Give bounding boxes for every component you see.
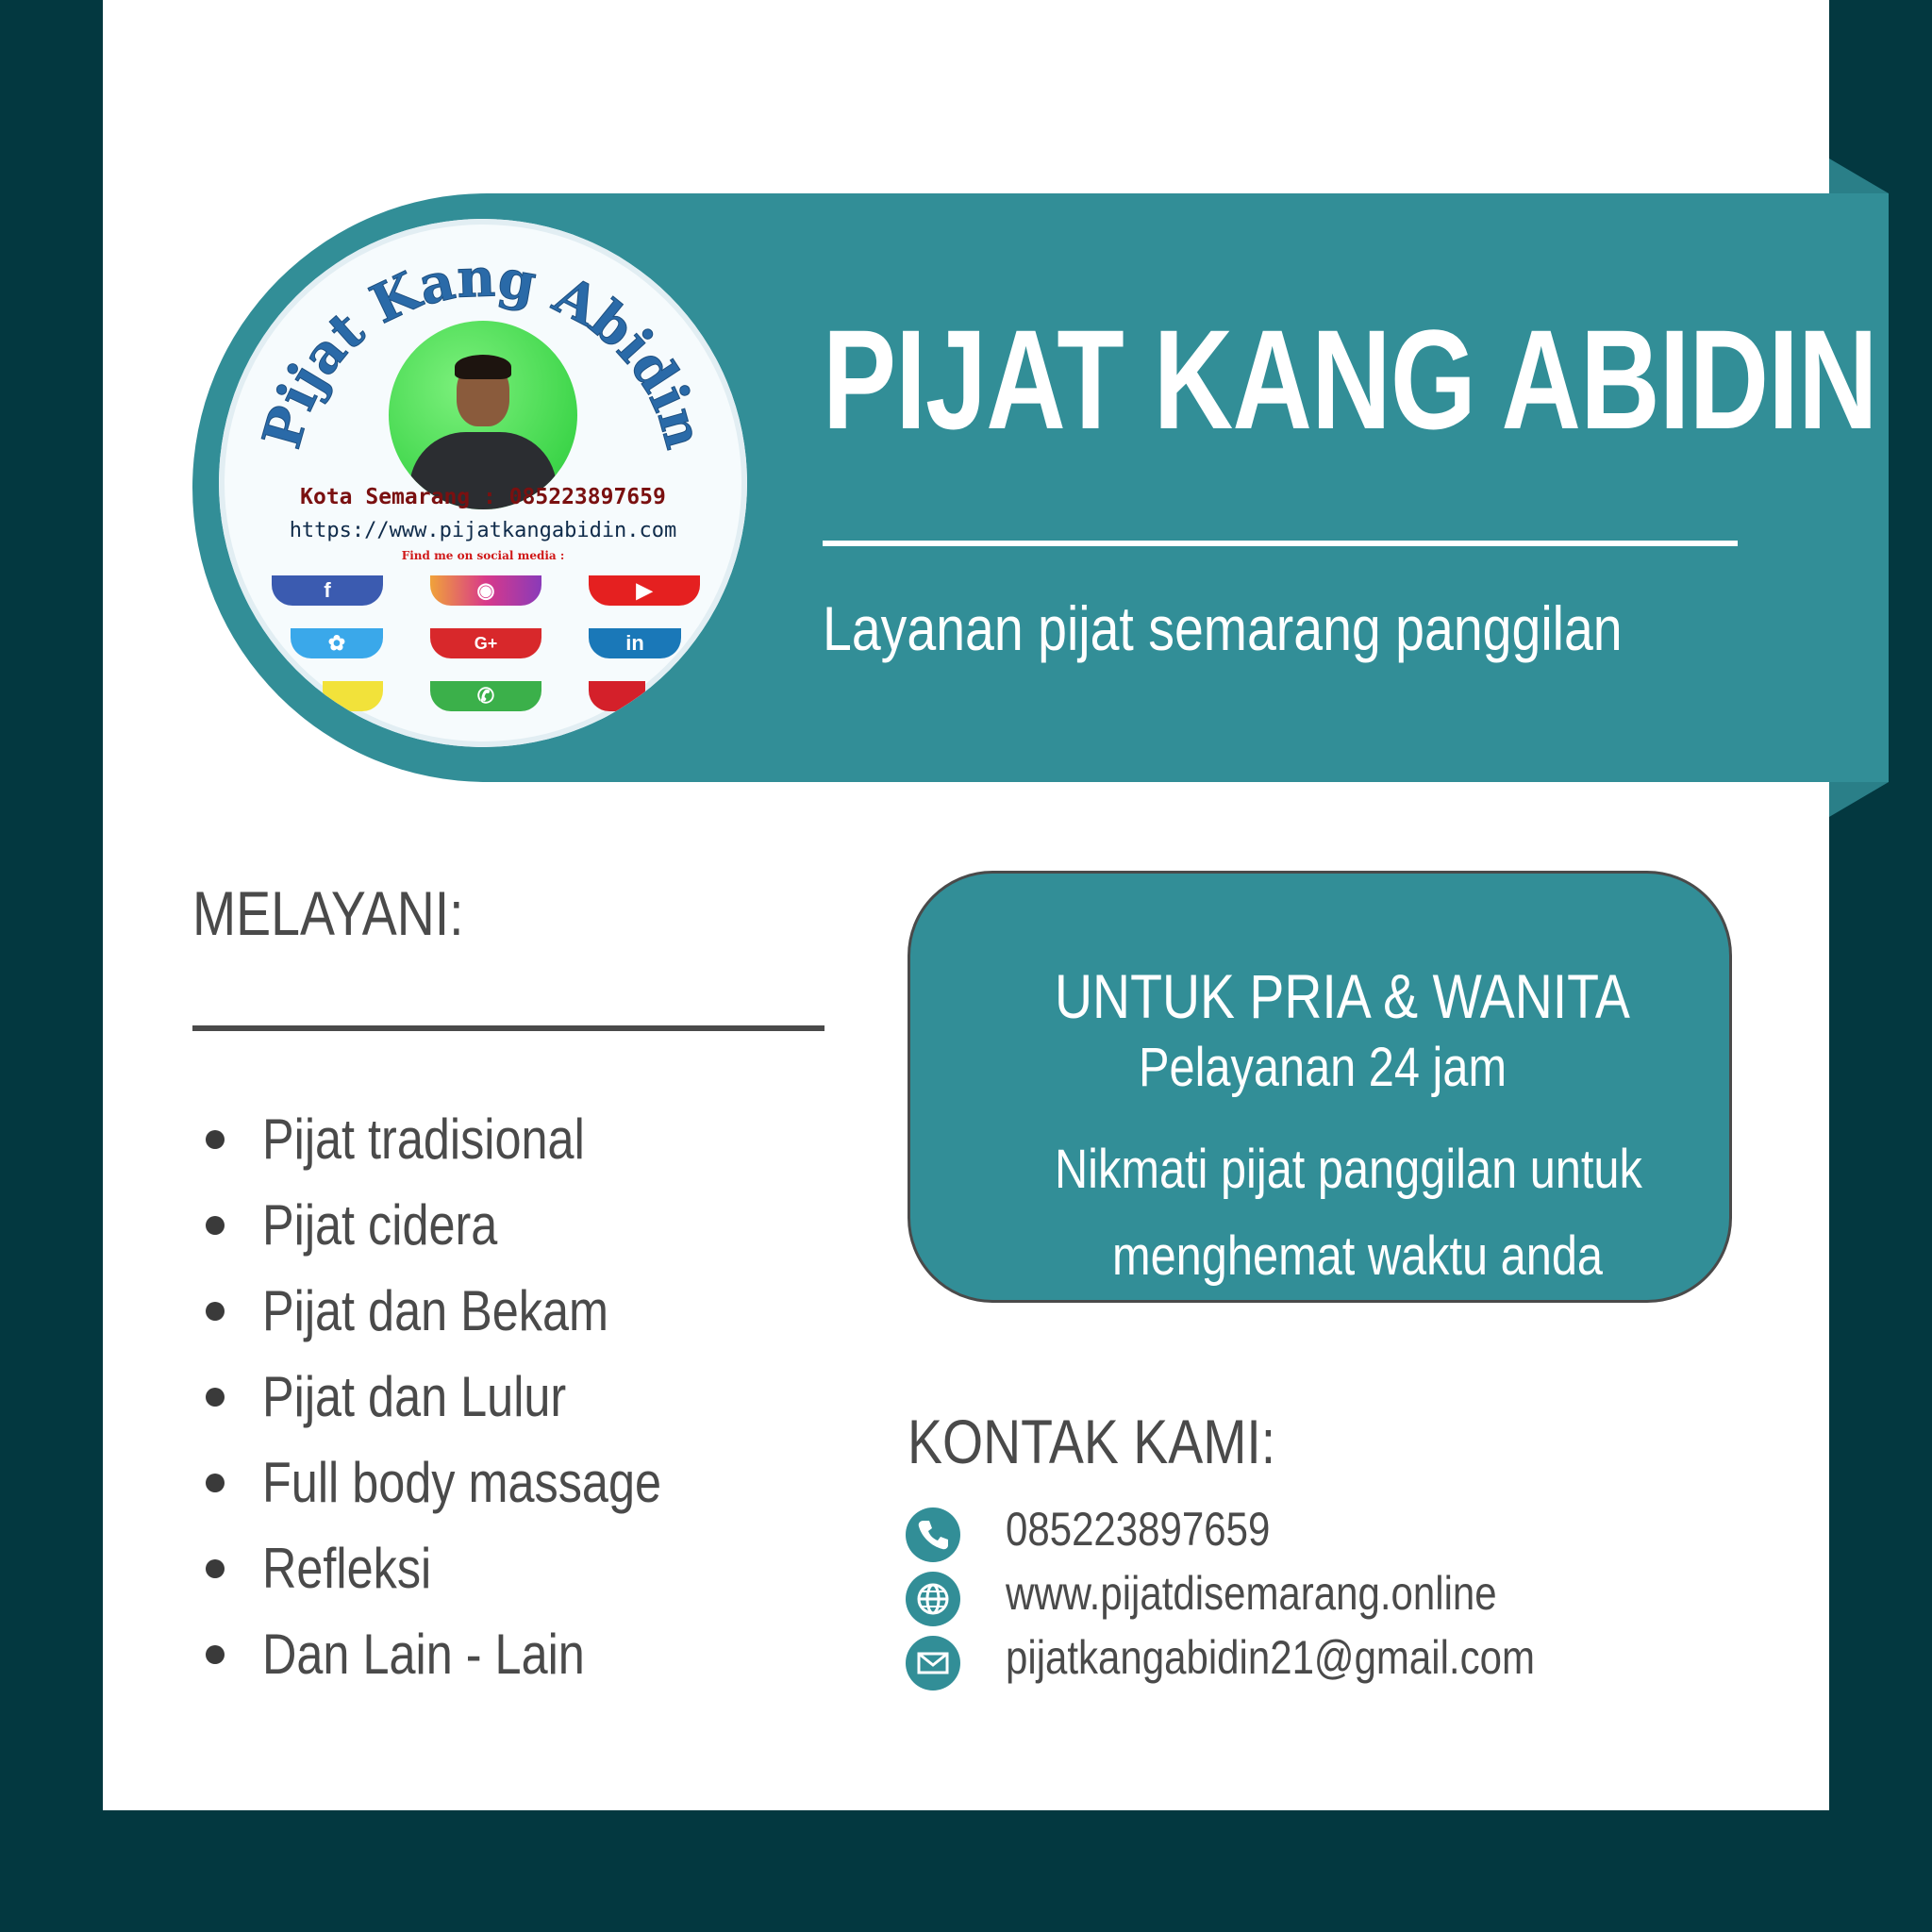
pinterest-icon (589, 681, 645, 711)
list-item: Pijat cidera (192, 1188, 738, 1274)
logo-city-line: Kota Semarang : 085223897659 (300, 485, 666, 509)
contact-email-text: pijatkangabidin21@gmail.com (1006, 1631, 1535, 1684)
profile-photo (389, 321, 577, 509)
list-item: Pijat tradisional (192, 1102, 738, 1188)
bullet-icon (206, 1388, 225, 1407)
list-item: Dan Lain - Lain (192, 1617, 738, 1703)
logo-url-line: https://www.pijatkangabidin.com (289, 519, 677, 542)
info-description-line-1: Nikmati pijat panggilan untuk (1055, 1139, 1642, 1200)
info-hours: Pelayanan 24 jam (1139, 1037, 1507, 1098)
youtube-icon: ▶ (589, 575, 700, 606)
bullet-icon (206, 1645, 225, 1664)
list-item: Refleksi (192, 1531, 738, 1617)
contact-heading: KONTAK KAMI: (908, 1407, 1276, 1476)
contact-phone-text: 085223897659 (1006, 1503, 1271, 1556)
list-item: Pijat dan Lulur (192, 1359, 738, 1445)
google-plus-icon: G+ (430, 628, 541, 658)
snapchat-icon (323, 681, 383, 711)
banner-fold-bottom (1829, 782, 1889, 817)
title-divider (823, 541, 1738, 546)
phone-icon (906, 1507, 960, 1562)
list-item: Pijat dan Bekam (192, 1274, 738, 1359)
bullet-icon (206, 1302, 225, 1321)
bullet-icon (206, 1559, 225, 1578)
list-item: Full body massage (192, 1445, 738, 1531)
bullet-icon (206, 1130, 225, 1149)
whatsapp-icon: ✆ (430, 681, 541, 711)
linkedin-icon: in (589, 628, 681, 658)
info-box (908, 871, 1732, 1303)
facebook-icon: f (272, 575, 383, 606)
logo (219, 219, 747, 747)
bullet-icon (206, 1474, 225, 1492)
services-list (192, 1102, 738, 1703)
services-heading: MELAYANI: (192, 878, 464, 948)
banner-fold-top (1829, 158, 1889, 193)
bullet-icon (206, 1216, 225, 1235)
contact-website-text: www.pijatdisemarang.online (1006, 1567, 1497, 1620)
page-title: PIJAT KANG ABIDIN (823, 300, 1877, 458)
svg-text:Pijat Kang Abidin: Pijat Kang Abidin (250, 246, 716, 456)
instagram-icon: ◉ (430, 575, 541, 606)
info-audience: UNTUK PRIA & WANITA (1055, 961, 1630, 1031)
info-description-line-2: menghemat waktu anda (1112, 1225, 1604, 1287)
globe-icon (906, 1572, 960, 1626)
person-hair (455, 355, 511, 379)
services-divider (192, 1025, 824, 1031)
logo-find-line: Find me on social media : (401, 549, 565, 562)
twitter-icon: ✿ (291, 628, 383, 658)
mail-icon (906, 1636, 960, 1690)
page-subtitle: Layanan pijat semarang panggilan (823, 593, 1623, 663)
